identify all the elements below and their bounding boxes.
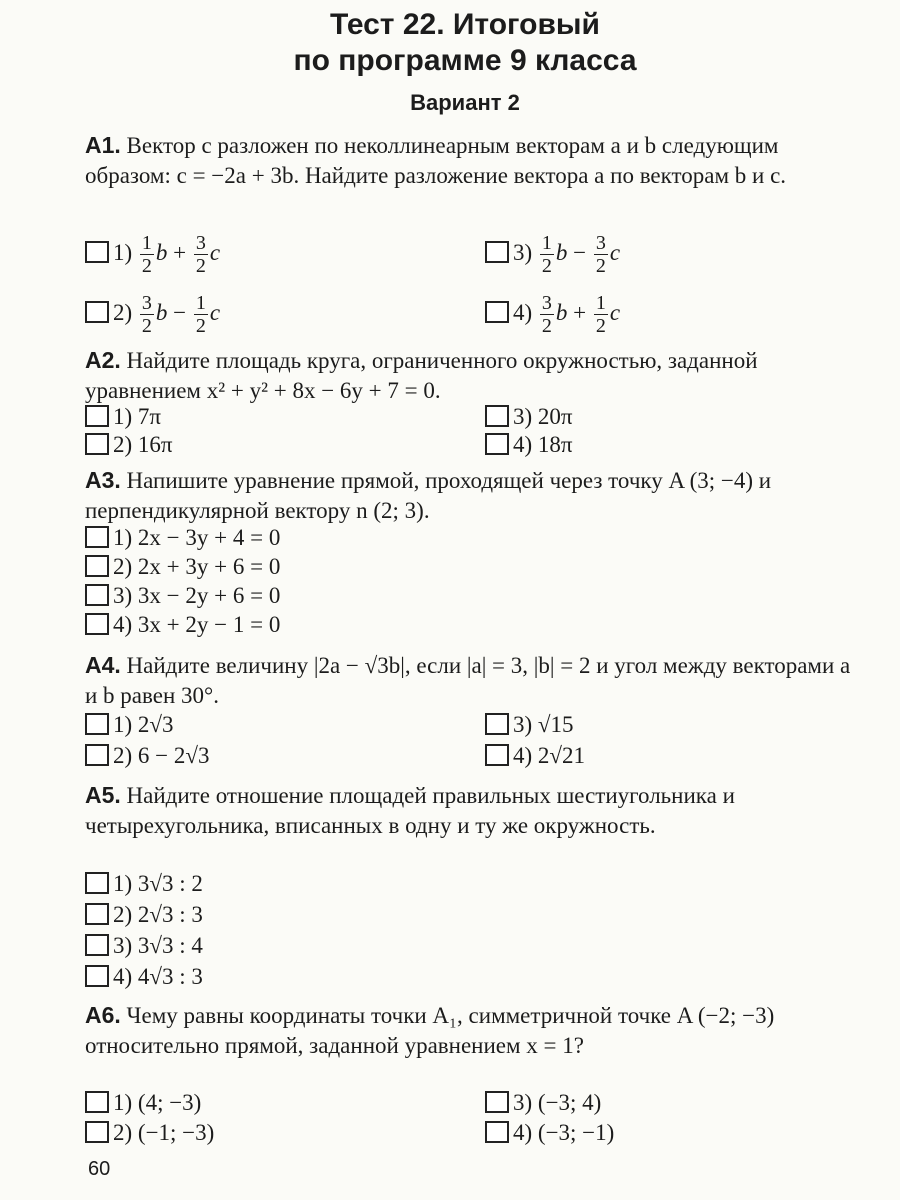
question-text: Вектор c разложен по неколлинеарным векторам a и b следующим образом: c = −2a + 3b. Найдите разложение вектора a по векторам b и c. [85, 133, 787, 188]
question-text: Найдите площадь круга, ограниченного окружностью, заданной уравнением x² + y² + 8x − 6y + 7 = 0. [85, 348, 758, 403]
a1-option-4[interactable]: 4) $\frac{3}{2}$ b + $\frac{1}{2}$ c [485, 292, 620, 337]
a2-option-4[interactable]: 4) 18π [485, 431, 573, 459]
a5-option-2[interactable]: 2) 2√3 : 3 [85, 901, 203, 929]
checkbox[interactable] [485, 405, 509, 427]
checkbox[interactable] [85, 584, 109, 606]
checkbox[interactable] [85, 301, 109, 323]
a4-option-2[interactable]: 2) 6 − 2√3 [85, 742, 210, 770]
checkbox[interactable] [485, 744, 509, 766]
a5-option-3[interactable]: 3) 3√3 : 4 [85, 932, 203, 960]
checkbox[interactable] [485, 301, 509, 323]
checkbox[interactable] [85, 965, 109, 987]
page-title-line1: Тест 22. Итоговый [330, 8, 600, 41]
page-title-line2: по программе 9 класса [293, 44, 637, 77]
a2-option-3[interactable]: 3) 20π [485, 403, 573, 431]
a3-option-3[interactable]: 3) 3x − 2y + 6 = 0 [85, 582, 280, 610]
question-number: A6. [85, 1002, 121, 1028]
checkbox[interactable] [85, 526, 109, 548]
question-number: A4. [85, 652, 121, 678]
checkbox[interactable] [85, 934, 109, 956]
checkbox[interactable] [485, 1121, 509, 1143]
checkbox[interactable] [85, 872, 109, 894]
checkbox[interactable] [85, 241, 109, 263]
a4-option-1[interactable]: 1) 2√3 [85, 711, 174, 739]
a4-option-4[interactable]: 4) 2√21 [485, 742, 585, 770]
a6-option-2[interactable]: 2) (−1; −3) [85, 1119, 214, 1147]
question-number: A1. [85, 132, 121, 158]
question-a2 [85, 345, 855, 406]
checkbox[interactable] [85, 744, 109, 766]
question-a5 [85, 780, 855, 841]
checkbox[interactable] [485, 713, 509, 735]
a3-option-4[interactable]: 4) 3x + 2y − 1 = 0 [85, 611, 280, 639]
question-text: Чему равны координаты точки A₁, симметричной точке A (−2; −3) относительно прямой, заданной уравнением x = 1? [85, 1003, 775, 1058]
checkbox[interactable] [485, 433, 509, 455]
question-a6 [85, 1000, 855, 1061]
question-text: Напишите уравнение прямой, проходящей через точку A (3; −4) и перпендикулярной вектору n (2; 3). [85, 468, 772, 523]
a1-option-1[interactable]: 1) $\frac{1}{2}$ b + $\frac{3}{2}$ c [85, 232, 220, 277]
question-number: A3. [85, 467, 121, 493]
checkbox[interactable] [85, 555, 109, 577]
a3-option-2[interactable]: 2) 2x + 3y + 6 = 0 [85, 553, 280, 581]
a6-option-1[interactable]: 1) (4; −3) [85, 1089, 201, 1117]
checkbox[interactable] [85, 1091, 109, 1113]
question-text: Найдите величину |2a − √3b|, если |a| = 3, |b| = 2 и угол между векторами a и b равен 30°. [85, 653, 851, 708]
a6-option-3[interactable]: 3) (−3; 4) [485, 1089, 601, 1117]
a6-option-4[interactable]: 4) (−3; −1) [485, 1119, 614, 1147]
checkbox[interactable] [85, 433, 109, 455]
a4-option-3[interactable]: 3) √15 [485, 711, 574, 739]
checkbox[interactable] [85, 613, 109, 635]
checkbox[interactable] [85, 405, 109, 427]
question-a4 [85, 650, 855, 711]
question-number: A5. [85, 782, 121, 808]
a3-option-1[interactable]: 1) 2x − 3y + 4 = 0 [85, 524, 280, 552]
question-number: A2. [85, 347, 121, 373]
a1-option-3[interactable]: 3) $\frac{1}{2}$ b − $\frac{3}{2}$ c [485, 232, 620, 277]
a5-option-4[interactable]: 4) 4√3 : 3 [85, 963, 203, 991]
a5-option-1[interactable]: 1) 3√3 : 2 [85, 870, 203, 898]
variant-heading: Вариант 2 [410, 90, 520, 115]
checkbox[interactable] [85, 713, 109, 735]
question-a1 [85, 130, 855, 191]
page-number: 60 [88, 1158, 111, 1180]
a2-option-1[interactable]: 1) 7π [85, 403, 161, 431]
checkbox[interactable] [485, 241, 509, 263]
question-a3 [85, 465, 855, 526]
checkbox[interactable] [85, 1121, 109, 1143]
a2-option-2[interactable]: 2) 16π [85, 431, 173, 459]
question-text: Найдите отношение площадей правильных шестиугольника и четырехугольника, вписанных в одну и ту же окружность. [85, 783, 735, 838]
checkbox[interactable] [485, 1091, 509, 1113]
checkbox[interactable] [85, 903, 109, 925]
a1-option-2[interactable]: 2) $\frac{3}{2}$ b − $\frac{1}{2}$ c [85, 292, 220, 337]
